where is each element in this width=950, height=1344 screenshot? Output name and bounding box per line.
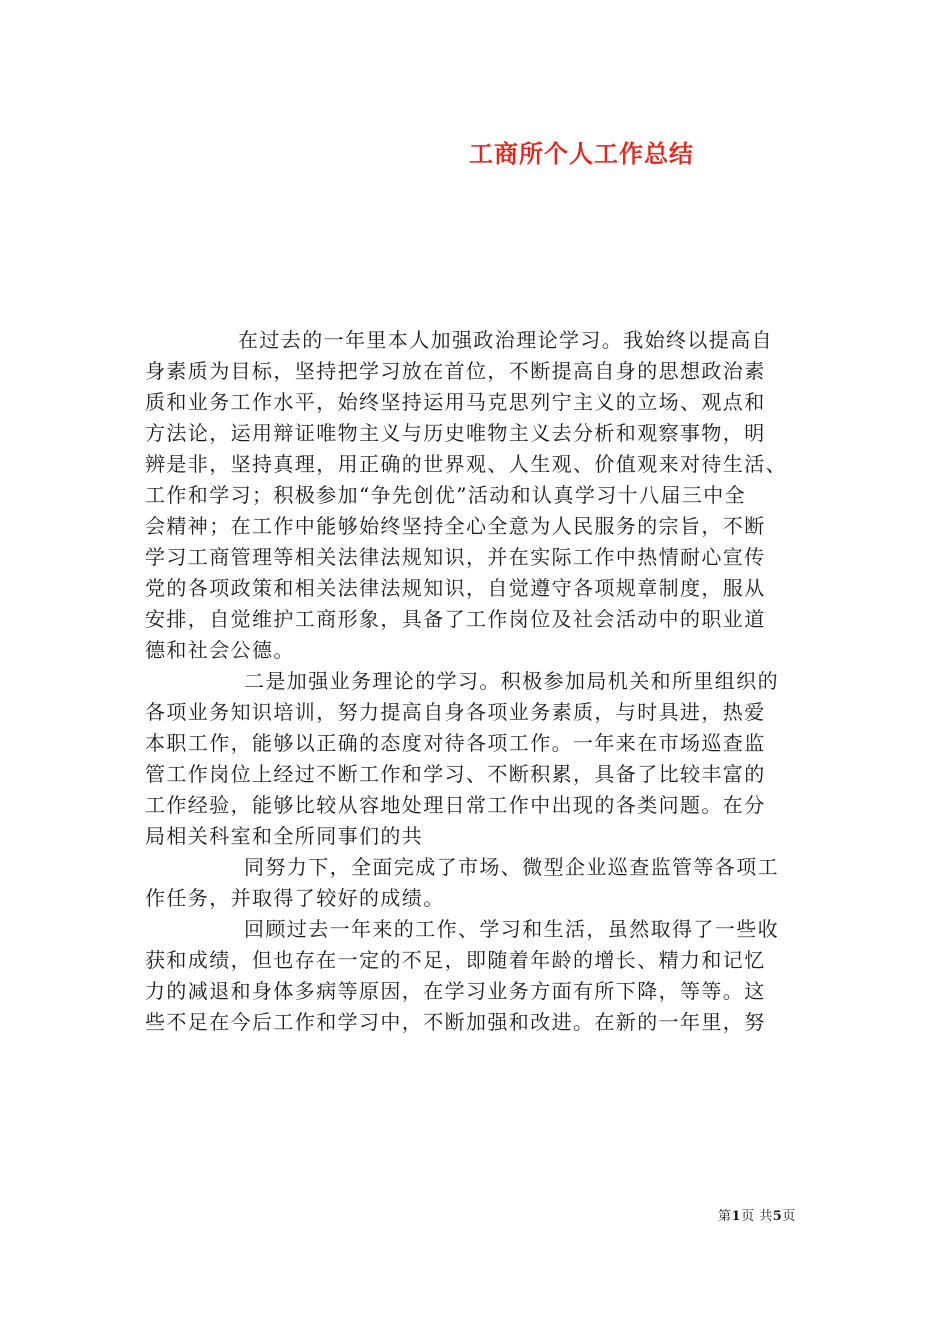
paragraph-line: 工作经验，能够比较从容地处理日常工作中出现的各类问题。在分 [145, 793, 766, 817]
page-number-footer [718, 1205, 796, 1224]
paragraph-line: 力的减退和身体多病等原因，在学习业务方面有所下降，等等。这 [145, 979, 766, 1003]
page-current: 1 [731, 1209, 742, 1224]
paragraph-line: 各项业务知识培训，努力提高自身各项业务素质，与时具进，热爱 [145, 700, 766, 724]
paragraph-4 [145, 914, 825, 1038]
paragraph-1 [145, 325, 825, 666]
paragraph-3 [145, 852, 825, 914]
paragraph-line: 同努力下，全面完成了市场、微型企业巡查监管等各项工 [244, 855, 779, 879]
paragraph-line: 局相关科室和全所同事们的共 [145, 824, 424, 848]
paragraph-line: 党的各项政策和相关法律法规知识，自觉遵守各项规章制度，服从 [145, 576, 766, 600]
document-title: 工商所个人工作总结 [469, 139, 694, 168]
paragraph-line: 在过去的一年里本人加强政治理论学习。我始终以提高自 [238, 328, 773, 352]
page-suffix: 页 [782, 1209, 796, 1224]
paragraph-2 [145, 666, 825, 852]
paragraph-line: 工作和学习；积极参加“争先创优”活动和认真学习十八届三中全 [145, 483, 747, 507]
paragraph-line: 作任务，并取得了较好的成绩。 [145, 886, 445, 910]
paragraph-line: 方法论，运用辩证唯物主义与历史唯物主义去分析和观察事物，明 [145, 421, 766, 445]
paragraph-line: 获和成绩，但也存在一定的不足，即随着年龄的增长、精力和记忆 [145, 948, 766, 972]
paragraph-line: 管工作岗位上经过不断工作和学习、不断积累，具备了比较丰富的 [145, 762, 766, 786]
paragraph-line: 辨是非，坚持真理，用正确的世界观、人生观、价值观来对待生活、 [145, 452, 787, 476]
paragraph-line: 学习工商管理等相关法律法规知识，并在实际工作中热情耐心宣传 [145, 545, 766, 569]
paragraph-line: 安排，自觉维护工商形象，具备了工作岗位及社会活动中的职业道 [145, 607, 766, 631]
paragraph-line: 回顾过去一年来的工作、学习和生活，虽然取得了一些收 [244, 917, 779, 941]
paragraph-line: 身素质为目标，坚持把学习放在首位，不断提高自身的思想政治素 [145, 359, 766, 383]
page-mid: 页 共 [741, 1209, 773, 1224]
paragraph-line: 会精神；在工作中能够始终坚持全心全意为人民服务的宗旨，不断 [145, 514, 766, 538]
paragraph-line: 德和社会公德。 [145, 638, 295, 662]
page-prefix: 第 [718, 1209, 732, 1224]
page-total: 5 [772, 1209, 783, 1224]
paragraph-line: 些不足在今后工作和学习中，不断加强和改进。在新的一年里，努 [145, 1010, 766, 1034]
paragraph-line: 二是加强业务理论的学习。积极参加局机关和所里组织的 [244, 669, 779, 693]
paragraph-line: 质和业务工作水平，始终坚持运用马克思列宁主义的立场、观点和 [145, 390, 766, 414]
document-body [145, 325, 825, 1038]
paragraph-line: 本职工作，能够以正确的态度对待各项工作。一年来在市场巡查监 [145, 731, 766, 755]
